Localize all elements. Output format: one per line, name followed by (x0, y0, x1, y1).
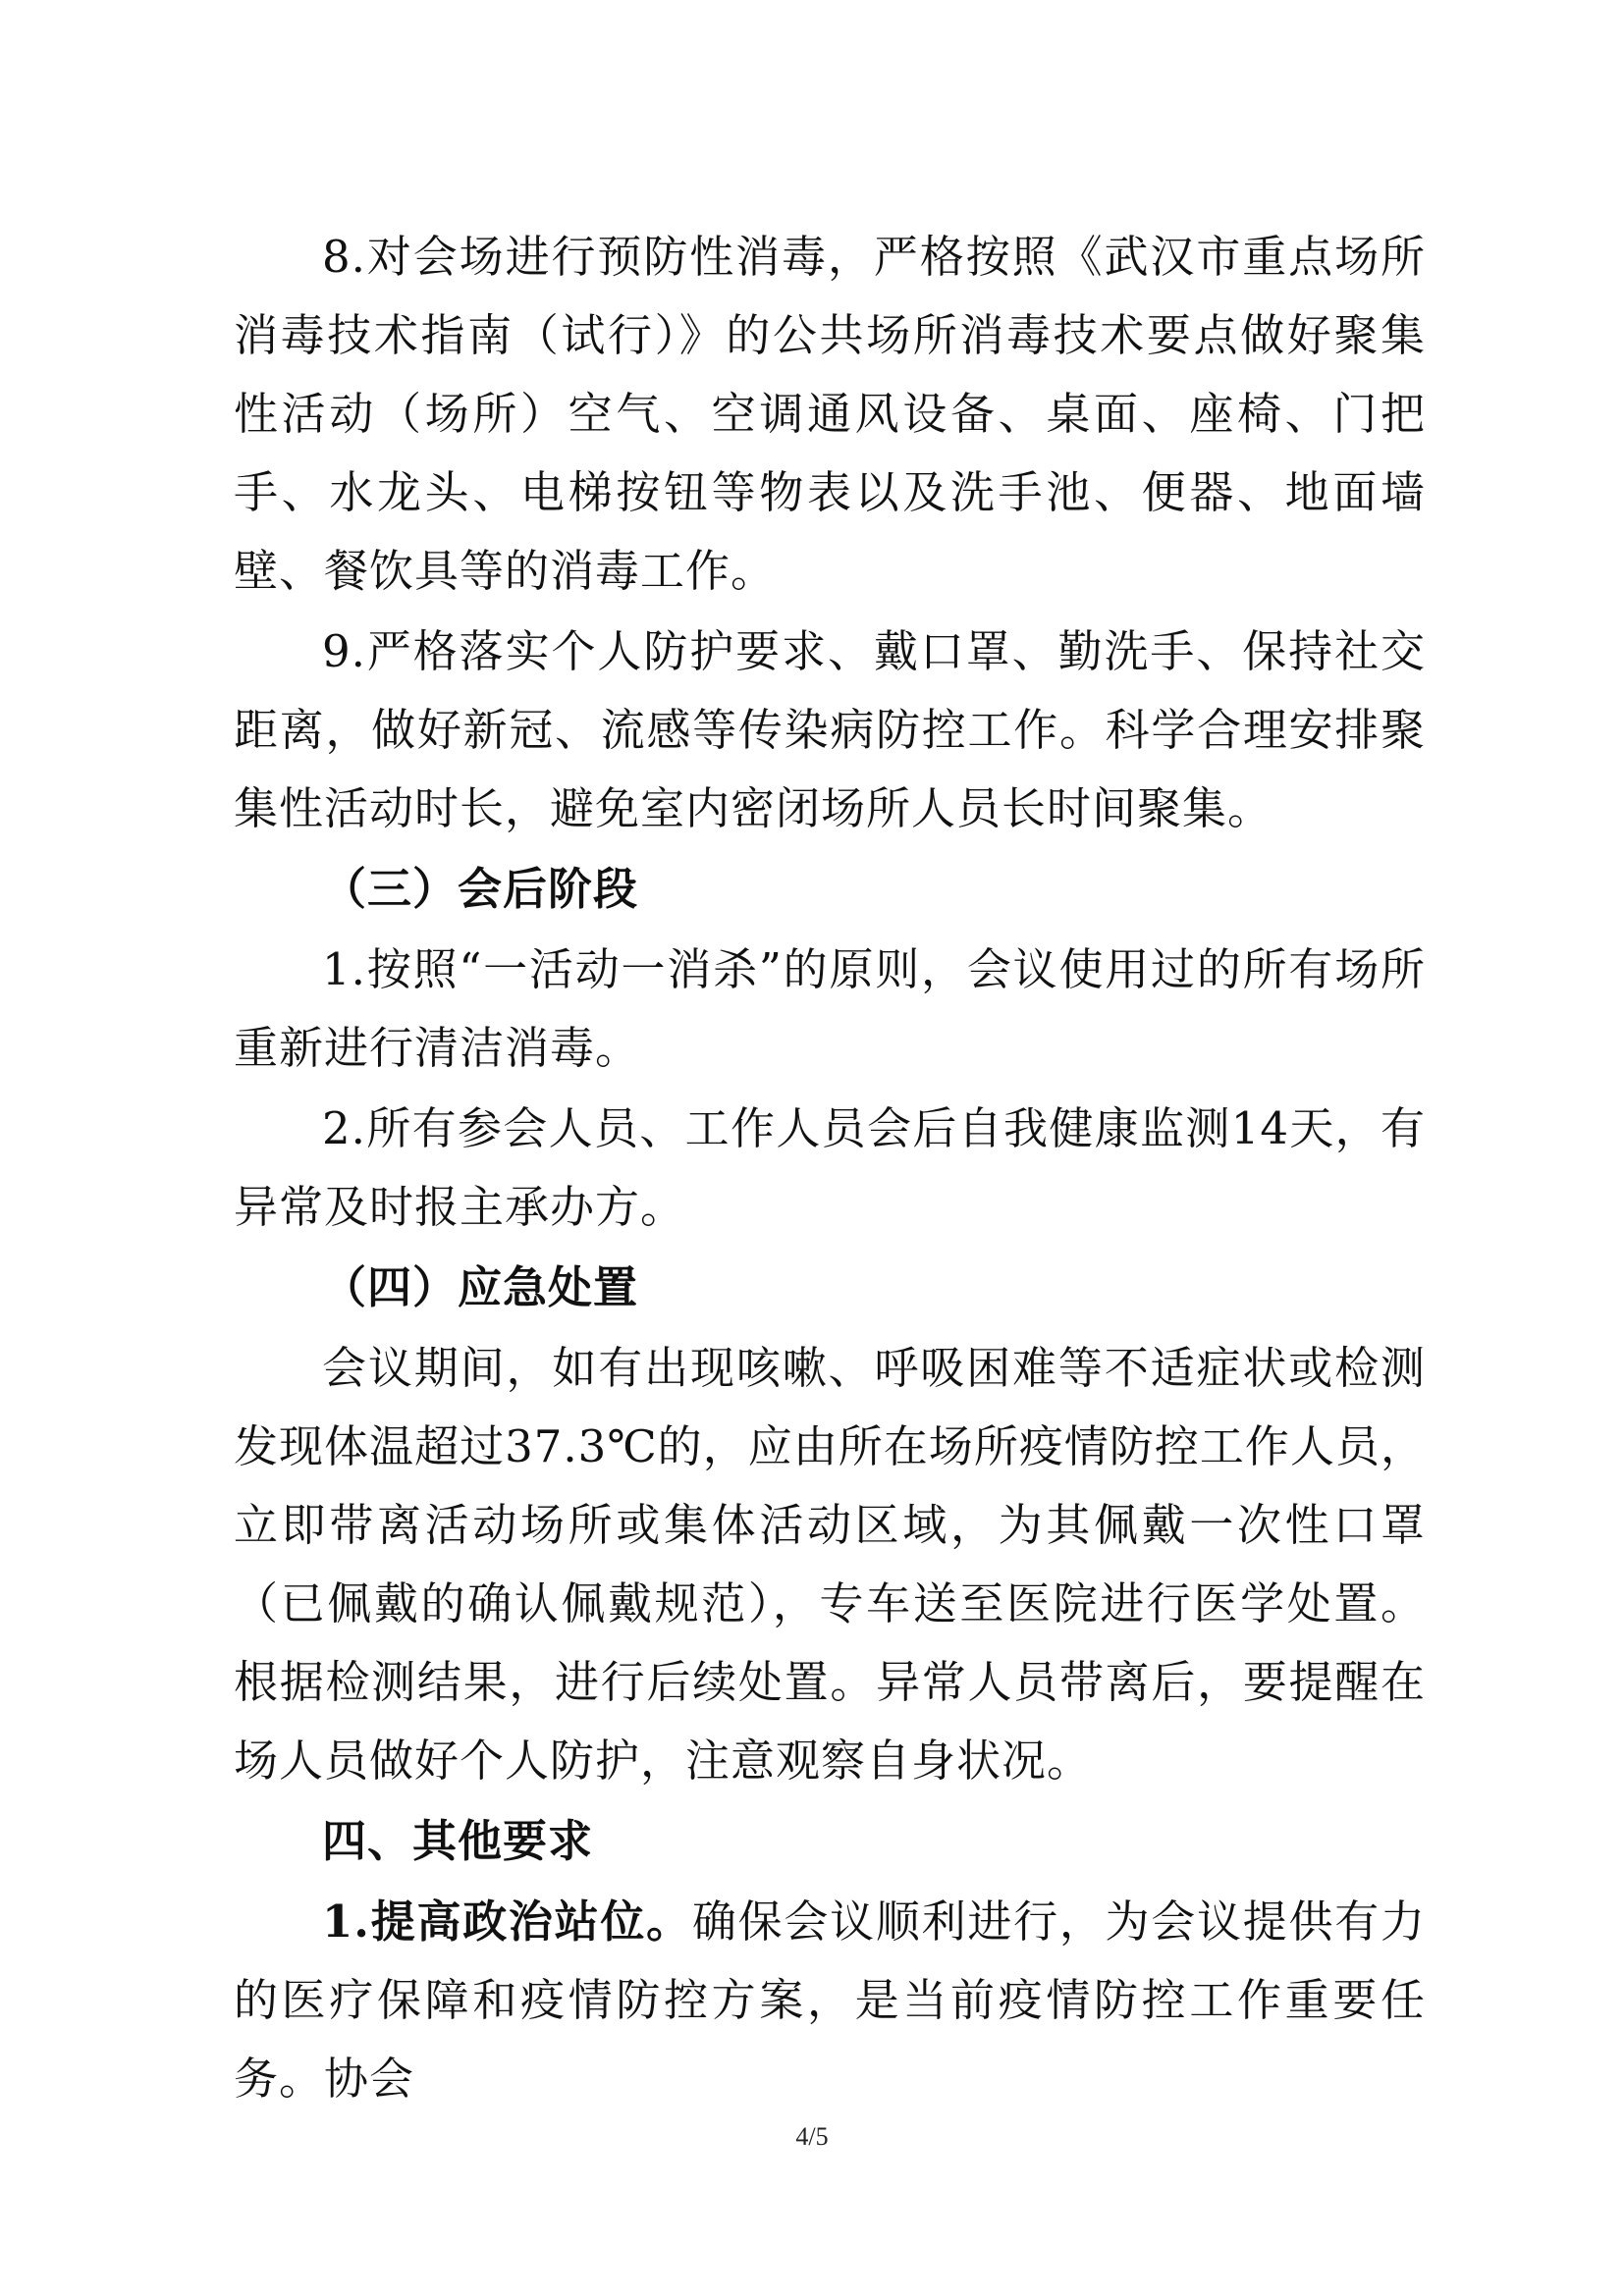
section-heading-emergency: （四）应急处置 (322, 1261, 639, 1313)
paragraph-health-monitoring: 2.所有参会人员、工作人员会后自我健康监测14天，有异常及时报主承办方。 (234, 1102, 1426, 1233)
section-heading-other-requirements: 四、其他要求 (322, 1815, 594, 1867)
paragraph-lead-bold: 1.提高政治站位。 (322, 1896, 692, 1948)
section-heading-post-meeting: （三）会后阶段 (322, 863, 639, 915)
paragraph-body-text: 确保会议顺利进行，为会议提供有力的医疗保障和疫情防控方案，是当前疫情防控工作重要任务。协会 (234, 1896, 1426, 2105)
document-body (234, 218, 1426, 2120)
paragraph-emergency-handling: 会议期间，如有出现咳嗽、呼吸困难等不适症状或检测发现体温超过37.3℃的，应由所在场所疫情防控工作人员，立即带离活动场所或集体活动区域，为其佩戴一次性口罩（已佩戴的确认佩戴规范），专车送至医院进行医学处置。根据检测结果，进行后续处置。异常人员带离后，要提醒在场人员做好个人防护，注意观察自身状况。 (234, 1342, 1426, 1787)
paragraph-personal-protection: 9.严格落实个人防护要求、戴口罩、勤洗手、保持社交距离，做好新冠、流感等传染病防控工作。科学合理安排聚集性活动时长，避免室内密闭场所人员长时间聚集。 (234, 625, 1426, 834)
paragraph-post-meeting-cleaning: 1.按照“一活动一消杀”的原则，会议使用过的所有场所重新进行清洁消毒。 (234, 943, 1426, 1074)
page-number: 4/5 (795, 2122, 829, 2151)
paragraph-political-standing (234, 1883, 1426, 2118)
paragraph-disinfection: 8.对会场进行预防性消毒，严格按照《武汉市重点场所消毒技术指南（试行）》的公共场所消毒技术要点做好聚集性活动（场所）空气、空调通风设备、桌面、座椅、门把手、水龙头、电梯按钮等物表以及洗手池、便器、地面墙壁、餐饮具等的消毒工作。 (234, 231, 1426, 597)
